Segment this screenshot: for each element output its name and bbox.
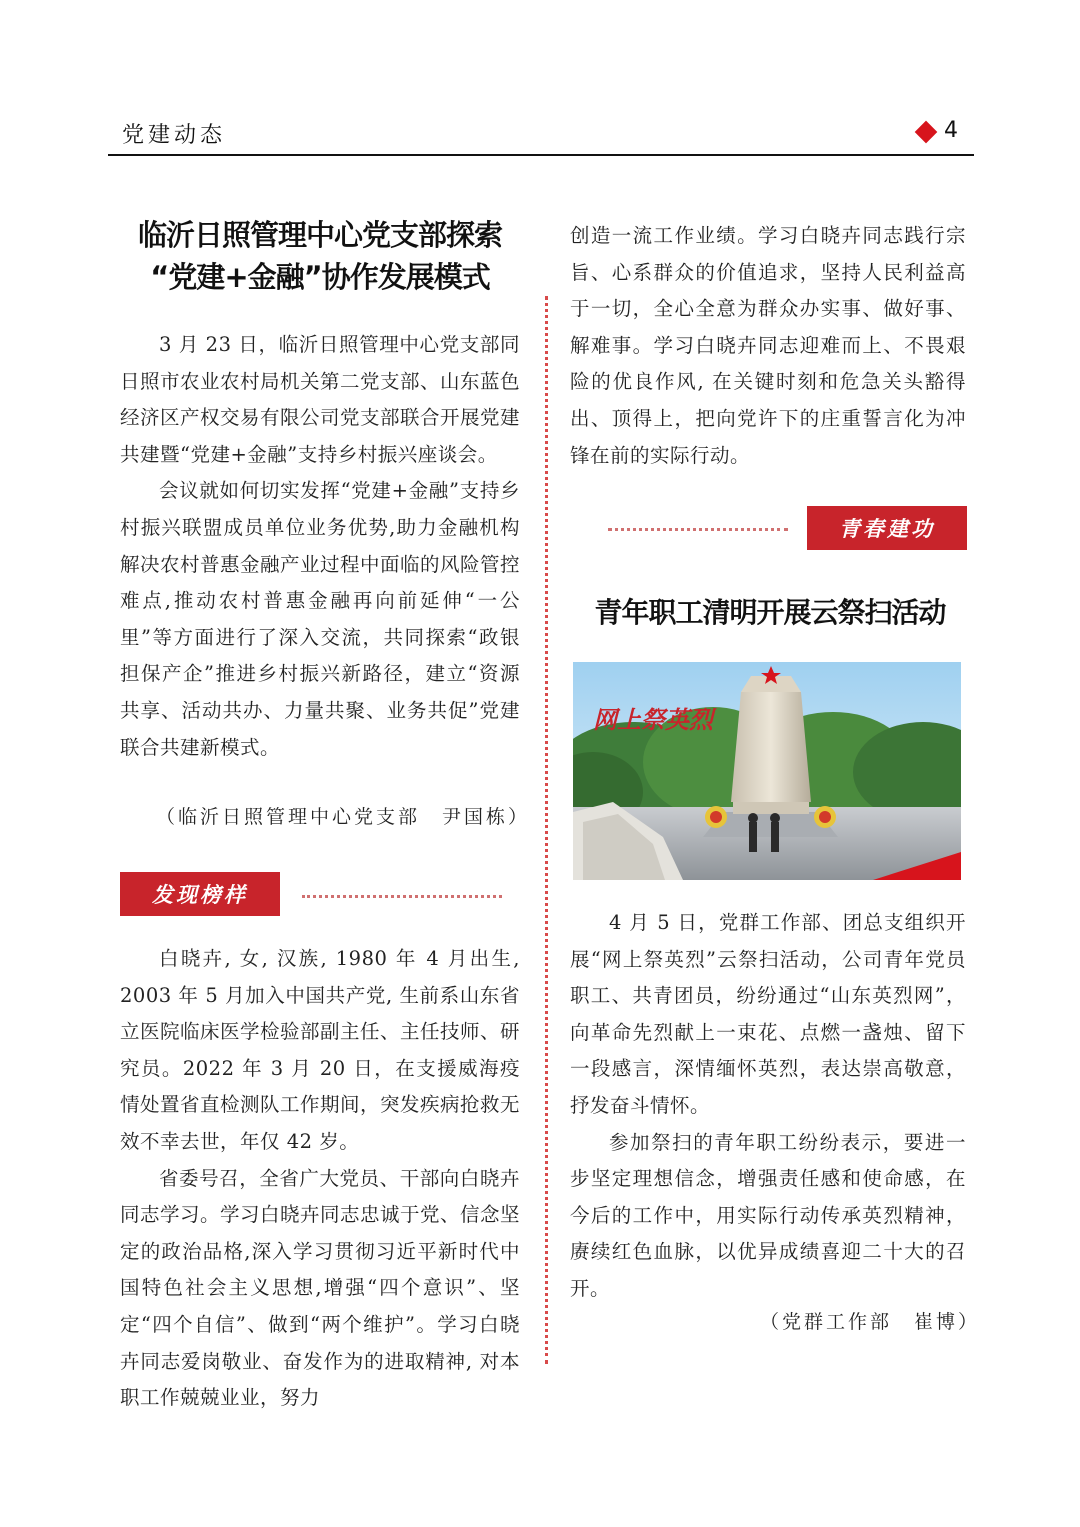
- youth-article-title: 青年职工清明开展云祭扫活动: [594, 596, 946, 629]
- youth-paragraph: 4 月 5 日，党群工作部、团总支组织开展“网上祭英烈”云祭扫活动，公司青年党员职工、共青团员，纷纷通过“山东英烈网”，向革命先烈献上一束花、点燃一盏烛、留下一段感言，深情缅怀英烈，表达崇高敬意，抒发奋斗情怀。: [570, 911, 966, 1117]
- article1-title-line1: 临沂日照管理中心党支部探索: [137, 218, 502, 252]
- youth-paragraph: 参加祭扫的青年职工纷纷表示，要进一步坚定理想信念，增强责任感和使命感，在今后的工作中，用实际行动传承英烈精神，赓续红色血脉，以优异成绩喜迎二十大的召开。: [570, 1130, 966, 1300]
- model-section-banner: 发现榜样: [120, 872, 280, 916]
- model-paragraph-continued: 创造一流工作业绩。学习白晓卉同志践行宗旨、心系群众的价值追求，坚持人民利益高于一切，全心全意为群众办实事、做好事、解难事。学习白晓卉同志迎难而上、不畏艰险的优良作风, 在关键时刻和危急关头豁得出、顶得上，把向党许下的庄重誓言化为冲锋在前的实际行动。: [570, 224, 966, 467]
- model-paragraph: 白晓卉, 女, 汉族, 1980 年 4 月出生, 2003 年 5 月加入中国共产党, 生前系山东省立医院临床医学检验部副主任、主任技师、研究员。2022 年 3 月 20 日，在支援威海疫情处置省直检测队工作期间，突发疾病抢救无效不幸去世，年仅 42 岁。: [120, 947, 521, 1153]
- youth-byline: （党群工作部 崔博）: [760, 1311, 981, 1333]
- article1-title-line2: “党建+金融”协作发展模式: [150, 260, 490, 294]
- model-paragraph: 省委号召，全省广大党员、干部向白晓卉同志学习。学习白晓卉同志忠诚于党、信念坚定的政治品格,深入学习贯彻习近平新时代中国特色社会主义思想,增强“四个意识”、坚定“四个自信”、做到“两个维护”。学习白晓卉同志爱岗敬业、奋发作为的进取精神, 对本职工作兢兢业业，努力: [120, 1166, 521, 1410]
- youth-body: [570, 905, 966, 1308]
- article1-title: [110, 214, 530, 298]
- article1-byline: （临沂日照管理中心党支部 尹国栋）: [156, 806, 531, 828]
- header-rule: [108, 154, 974, 156]
- section-header: 党建动态: [122, 123, 227, 148]
- model-body-left: [120, 941, 520, 1417]
- article1-paragraph: 3 月 23 日，临沂日照管理中心党支部同日照市农业农村局机关第二党支部、山东蓝色经济区产权交易有限公司党支部联合开展党建共建暨“党建+金融”支持乡村振兴座谈会。: [120, 333, 521, 466]
- banner-dotted-line: [608, 528, 788, 531]
- youth-section-banner: 青春建功: [807, 506, 967, 550]
- article1-paragraph: 会议就如何切实发挥“党建+金融”支持乡村振兴联盟成员单位业务优势,助力金融机构解决农村普惠金融产业过程中面临的风险管控难点,推动农村普惠金融再向前延伸“一公里”等方面进行了深入交流，共同探索“政银担保产企”推进乡村振兴新路径，建立“资源共享、活动共办、力量共聚、业务共促”党建联合共建新模式。: [120, 479, 521, 759]
- model-body-right: [570, 218, 966, 474]
- banner-dotted-line: [302, 895, 502, 898]
- memorial-photo: [573, 662, 961, 880]
- diamond-icon: [915, 121, 938, 144]
- photo-caption: 网上祭英烈: [593, 705, 713, 734]
- column-divider: [545, 296, 548, 1364]
- page-number: 4: [944, 118, 958, 143]
- article1-body: [120, 327, 520, 766]
